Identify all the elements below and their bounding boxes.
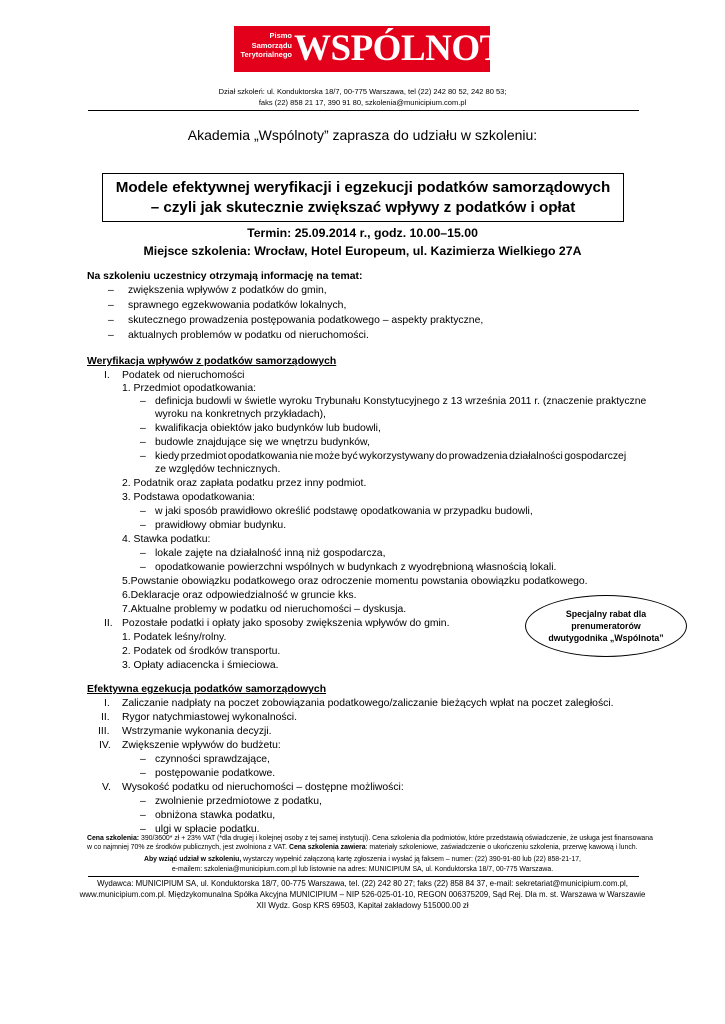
roman-numeral: I. <box>104 698 110 709</box>
dash-bullet: – <box>140 506 146 517</box>
price-includes-label: Cena szkolenia zawiera <box>288 844 366 851</box>
section-egzekucja-heading: Efektywna egzekucja podatków samorządowych <box>87 684 327 695</box>
price-label: Cena szkolenia: <box>87 835 140 842</box>
price-text: 390/3600* zł + 23% VAT (*dla drugiej i kolejnej osoby z tej samej instytucji). Cena szkolenia dla podmiotów, które przedstawią oświadczenie, że usługa jest finansowana <box>139 835 653 842</box>
discount-badge <box>525 595 687 657</box>
logo-name: WSPÓLNOTA <box>294 28 528 69</box>
logo-tagline <box>240 31 292 60</box>
list-item: definicja budowli w świetle wyroku Trybunału Konstytucyjnego z 13 września 2011 r. (znaczenie praktyczne <box>155 396 647 407</box>
list-item: Pozostałe podatki i opłaty jako sposoby zwiększenia wpływów do gmin. <box>122 618 450 629</box>
logo-tagline-line: Pismo <box>269 31 292 40</box>
list-item: 7.Aktualne problemy w podatku od nieruchomości – dyskusja. <box>122 604 407 615</box>
list-item: obniżona stawka podatku, <box>155 810 276 821</box>
termin: Termin: 25.09.2014 r., godz. 10.00–15.00 <box>247 226 478 240</box>
dash-bullet: – <box>140 810 146 821</box>
footer-line-3: XII Wydz. Gosp KRS 69503, Kapitał zakładowy 515000.00 zł <box>256 901 469 910</box>
intro-item: sprawnego egzekwowania podatków lokalnych, <box>128 300 347 311</box>
list-item: postępowanie podatkowe. <box>155 768 276 779</box>
registration-label: Aby wziąć udział w szkoleniu, <box>144 856 242 863</box>
list-item: Wstrzymanie wykonania decyzji. <box>122 726 272 737</box>
list-item: prawidłowy obmiar budynku. <box>155 520 287 531</box>
registration-text: wystarczy wypełnić załączoną kartę zgłoszenia i wysłać ją faksem – numer: (22) 390-91-80 lub (22) 858-21-17, <box>241 856 581 863</box>
list-item: Podatek od nieruchomości <box>122 370 245 381</box>
header-divider <box>88 110 639 111</box>
list-item: Zwiększenie wpływów do budżetu: <box>122 740 281 751</box>
title-box <box>102 173 624 222</box>
list-item: 1. Podatek leśny/rolny. <box>122 632 227 643</box>
invite-line: Akademia „Wspólnoty” zaprasza do udziału w szkoleniu: <box>187 127 538 143</box>
logo-tagline-line: Samorządu <box>251 40 292 50</box>
miejsce: Miejsce szkolenia: Wrocław, Hotel Europeum, ul. Kazimierza Wielkiego 27A <box>143 244 582 258</box>
roman-numeral: II. <box>104 618 113 629</box>
list-item: 1. Przedmiot opodatkowania: <box>122 383 257 394</box>
list-item: w jaki sposób prawidłowo określić podstawę opodatkowania w przypadku budowli, <box>155 506 533 517</box>
dash-bullet: – <box>140 396 146 407</box>
roman-numeral: II. <box>101 712 110 723</box>
dash-bullet: – <box>108 330 114 341</box>
price-line-2 <box>87 843 638 853</box>
dash-bullet: – <box>140 437 146 448</box>
dash-bullet: – <box>108 285 114 296</box>
roman-numeral: I. <box>104 370 110 381</box>
list-item: 5.Powstanie obowiązku podatkowego oraz odroczenie momentu powstania obowiązku podatkowego. <box>122 576 588 587</box>
roman-numeral: V. <box>102 782 111 793</box>
dash-bullet: – <box>108 315 114 326</box>
footer-line-2: www.municipium.com.pl. Międzykomunalna Spółka Akcyjna MUNICIPIUM – NIP 526-025-01-10, REGON 006375209, Sąd Rej. Dla m. st. Warszawa w Warszawie <box>79 890 646 899</box>
dash-bullet: – <box>140 796 146 807</box>
dash-bullet: – <box>140 754 146 765</box>
list-item: kiedy przedmiot opodatkowania nie może być wykorzystywany do prowadzenia działalności gospodarczej <box>155 451 627 462</box>
list-item: Wysokość podatku od nieruchomości – dostępne możliwości: <box>122 782 404 793</box>
dash-bullet: – <box>140 451 146 462</box>
list-item: 2. Podatnik oraz zapłata podatku przez inny podmiot. <box>122 478 367 489</box>
price-text: w co najmniej 70% ze środków publicznych, jest zwolniona z VAT. <box>87 844 289 851</box>
list-item: 3. Opłaty adiacencka i śmieciowa. <box>122 660 279 671</box>
list-item: 4. Stawka podatku: <box>122 534 211 545</box>
list-item: lokale zajęte na działalność inną niż gospodarcza, <box>155 548 386 559</box>
list-item: Rygor natychmiastowej wykonalności. <box>122 712 297 723</box>
list-item: wyroku na konkretnych przykładach), <box>155 409 326 420</box>
registration-line-2: e-mailem: szkolenia@municipium.com.pl lub listownie na adres: MUNICIPIUM SA, ul. Konduktorska 18/7, 00-775 Warszawa. <box>171 866 554 873</box>
list-item: budowle znajdujące się we wnętrzu budynków, <box>155 437 370 448</box>
list-item: 2. Podatek od środków transportu. <box>122 646 281 657</box>
list-item: czynności sprawdzające, <box>155 754 270 765</box>
discount-line: prenumeratorów <box>571 621 641 631</box>
logo-tagline-line: Terytorialnego <box>240 50 292 59</box>
discount-line: Specjalny rabat dla <box>565 609 647 619</box>
roman-numeral: IV. <box>99 740 111 751</box>
price-text: : materiały szkoleniowe, zaświadczenie o ukończeniu szkolenia, przerwę kawową i lunch. <box>365 844 638 851</box>
list-item: Zaliczanie nadpłaty na poczet zobowiązania podatkowego/zaliczanie bieżących wpłat na poczet zaległości. <box>122 698 614 709</box>
contact-line-1: Dział szkoleń: ul. Konduktorska 18/7, 00-775 Warszawa, tel (22) 242 80 52, 242 80 53; <box>218 87 507 96</box>
list-item: ze względów technicznych. <box>155 464 281 475</box>
title-line-2: – czyli jak skutecznie zwiększać wpływy z podatków i opłat <box>150 199 576 216</box>
dash-bullet: – <box>140 520 146 531</box>
contact-line-2: faks (22) 858 21 17, 390 91 80, szkolenia@municipium.com.pl <box>258 98 467 107</box>
dash-bullet: – <box>140 824 146 835</box>
intro-heading: Na szkoleniu uczestnicy otrzymają informację na temat: <box>87 271 363 282</box>
dash-bullet: – <box>140 548 146 559</box>
list-item: zwolnienie przedmiotowe z podatku, <box>155 796 322 807</box>
footer-line-1: Wydawca: MUNICIPIUM SA, ul. Konduktorska 18/7, 00-775 Warszawa, tel. (22) 242 80 27; faks (22) 858 84 37, e-mail: sekretariat@municipium.com.pl, <box>97 879 628 888</box>
list-item: ulgi w spłacie podatku. <box>155 824 260 835</box>
list-item: 3. Podstawa opodatkowania: <box>122 492 255 503</box>
dash-bullet: – <box>140 562 146 573</box>
registration-line-1 <box>0 855 725 865</box>
intro-item: zwiększenia wpływów z podatków do gmin, <box>128 285 327 296</box>
title-line-1: Modele efektywnej weryfikacji i egzekucji podatków samorządowych <box>115 179 611 196</box>
intro-item: skutecznego prowadzenia postępowania podatkowego – aspekty praktyczne, <box>128 315 484 326</box>
list-item: 6.Deklaracje oraz odpowiedzialność w gruncie kks. <box>122 590 357 601</box>
footer-divider <box>88 876 639 877</box>
section-weryfikacja-heading: Weryfikacja wpływów z podatków samorządowych <box>87 356 337 367</box>
logo <box>234 26 528 72</box>
list-item: kwalifikacja obiektów jako budynków lub budowli, <box>155 423 381 434</box>
discount-line: dwutygodnika „Wspólnota” <box>548 633 664 643</box>
dash-bullet: – <box>140 768 146 779</box>
list-item: opodatkowanie powierzchni wspólnych w budynkach z wyodrębnioną własnością lokali. <box>155 562 557 573</box>
dash-bullet: – <box>108 300 114 311</box>
intro-item: aktualnych problemów w podatku od nieruchomości. <box>128 330 369 341</box>
dash-bullet: – <box>140 423 146 434</box>
roman-numeral: III. <box>98 726 110 737</box>
